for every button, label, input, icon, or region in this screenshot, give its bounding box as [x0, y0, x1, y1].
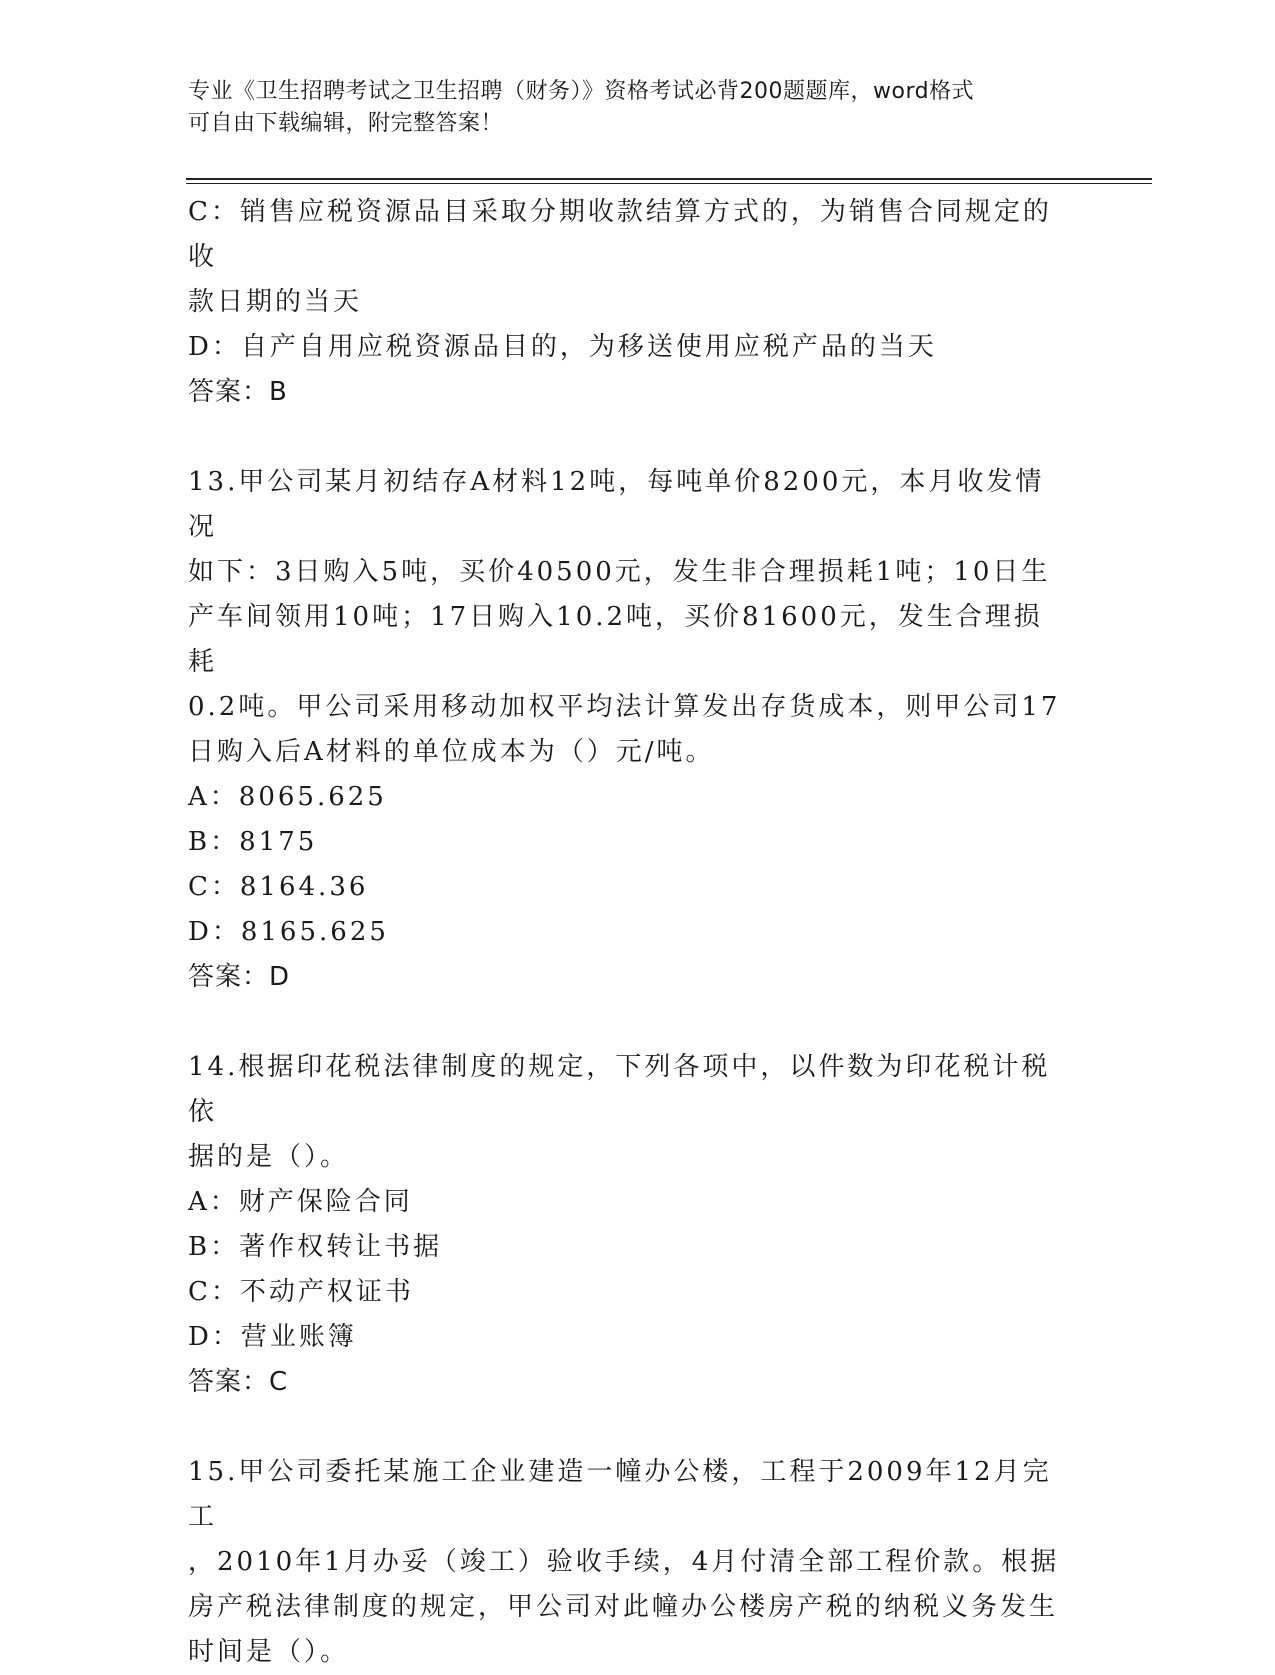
- q14-line: 14.根据印花税法律制度的规定，下列各项中，以件数为印花税计税依: [188, 1052, 1051, 1127]
- q13-line: 日购入后A材料的单位成本为（）元/吨。: [188, 737, 715, 767]
- q13-line: 如下：3日购入5吨，买价40500元，发生非合理损耗1吨；10日生: [188, 557, 1051, 587]
- q14-option-b: B：著作权转让书据: [188, 1232, 443, 1262]
- prev-option-c-line-1: C：销售应税资源品目采取分期收款结算方式的，为销售合同规定的收: [188, 197, 1052, 272]
- header-rule-thin: [186, 183, 1152, 184]
- q15-line: ，2010年1月办妥（竣工）验收手续，4月付清全部工程价款。根据: [188, 1547, 1060, 1577]
- q15-line: 15.甲公司委托某施工企业建造一幢办公楼，工程于2009年12月完工: [188, 1457, 1052, 1532]
- q13-option-c: C：8164.36: [188, 872, 369, 902]
- q13-option-b: B：8175: [188, 827, 318, 857]
- q13-line: 13.甲公司某月初结存A材料12吨，每吨单价8200元，本月收发情况: [188, 467, 1045, 542]
- q13-option-d: D：8165.625: [188, 917, 389, 947]
- prev-option-c-line-2: 款日期的当天: [188, 287, 363, 317]
- q15-line: 房产税法律制度的规定，甲公司对此幢办公楼房产税的纳税义务发生: [188, 1592, 1059, 1622]
- q13-line: 0.2吨。甲公司采用移动加权平均法计算发出存货成本，则甲公司17: [188, 692, 1061, 722]
- q14-option-a: A：财产保险合同: [188, 1187, 413, 1217]
- q14-option-c: C：不动产权证书: [188, 1277, 414, 1307]
- q15-line: 时间是（）。: [188, 1637, 350, 1667]
- prev-option-d: D：自产自用应税资源品目的，为移送使用应税产品的当天: [188, 332, 937, 362]
- header-line-1: 专业《卫生招聘考试之卫生招聘（财务）》资格考试必背200题题库，word格式: [188, 79, 975, 104]
- q13-line: 产车间领用10吨；17日购入10.2吨，买价81600元，发生合理损耗: [188, 602, 1043, 677]
- q13-answer: 答案：D: [188, 962, 291, 992]
- header-rule-thick: [186, 178, 1152, 180]
- prev-answer: 答案：B: [188, 377, 288, 407]
- q14-answer: 答案：C: [188, 1367, 289, 1397]
- q14-option-d: D：营业账簿: [188, 1322, 357, 1352]
- page-header: [188, 76, 1068, 140]
- header-line-2: 可自由下载编辑，附完整答案！: [188, 111, 504, 136]
- q13-option-a: A：8065.625: [188, 782, 387, 812]
- q14-line: 据的是（）。: [188, 1142, 350, 1172]
- document-body: [188, 190, 1068, 1675]
